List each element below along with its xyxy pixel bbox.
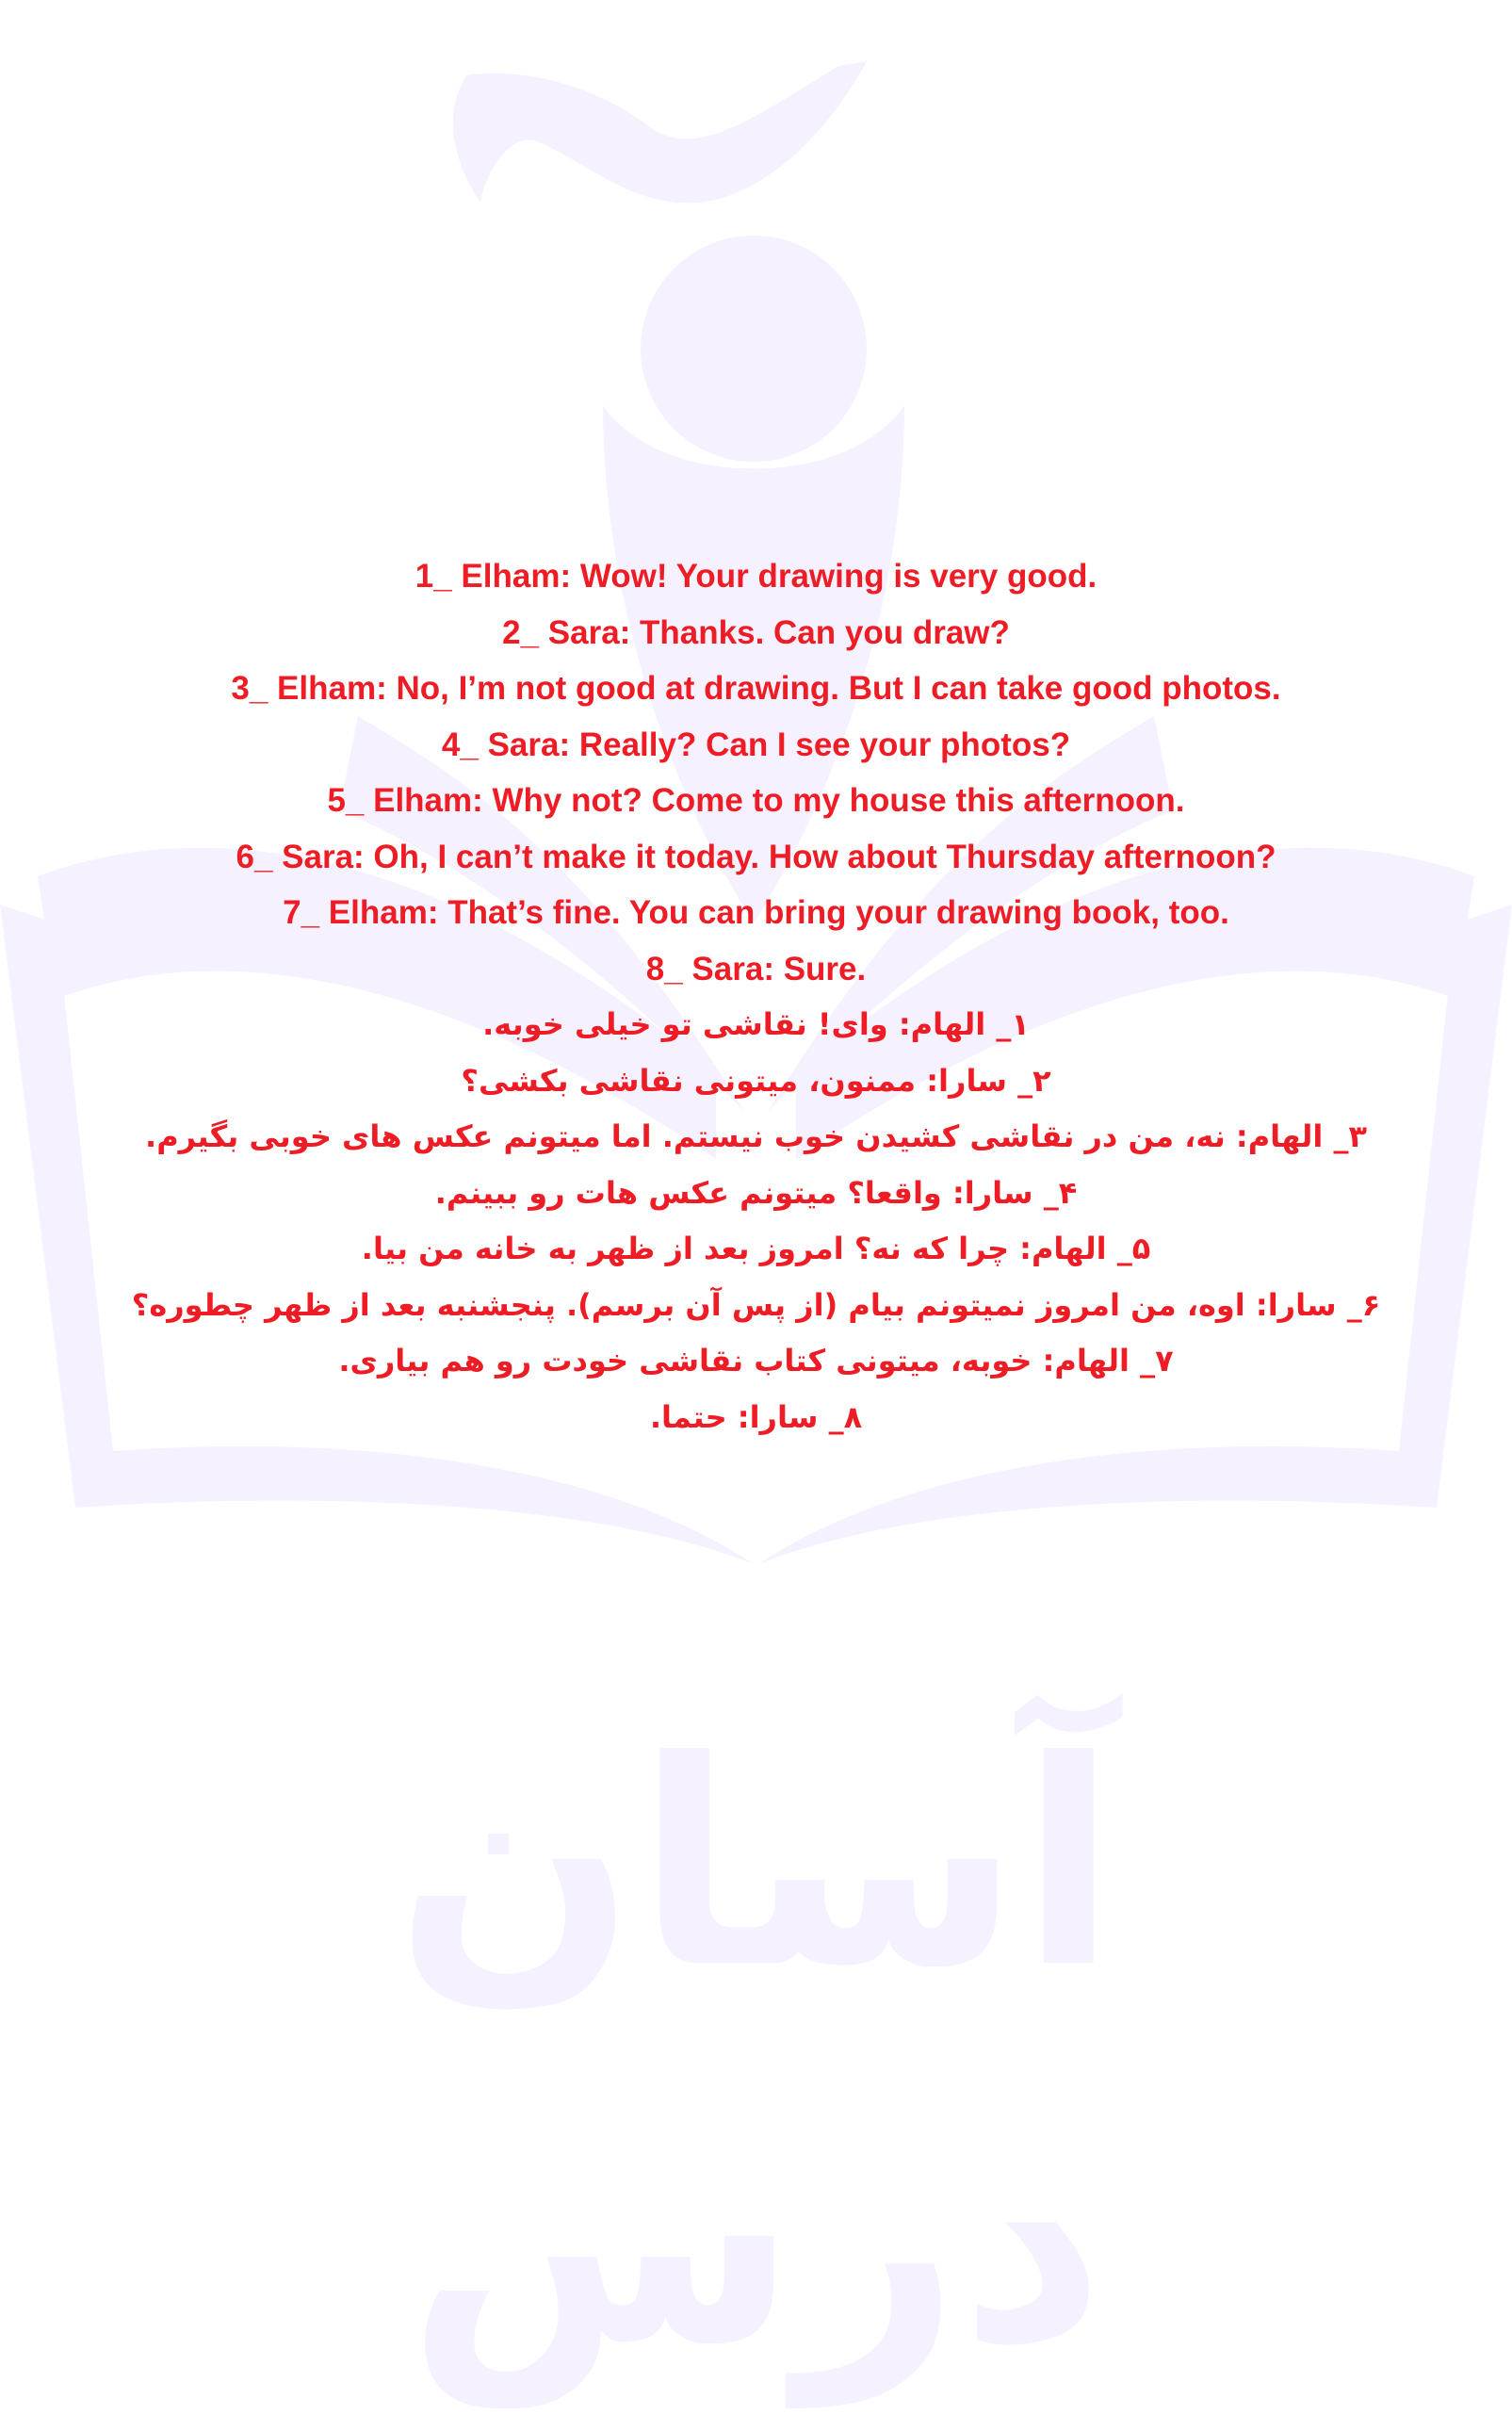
english-line-3: 3_ Elham: No, I’m not good at drawing. But I can take good photos. [231, 670, 1281, 707]
persian-line-7: ۷_ الهام: خوبه، میتونی کتاب نقاشی خودت رو هم بیاری. [338, 1343, 1174, 1379]
persian-line-1: ۱_ الهام: وای! نقاشی تو خیلی خوبه. [482, 1006, 1030, 1042]
persian-line-2: ۲_ سارا: ممنون، میتونی نقاشی بکشی؟ [461, 1062, 1051, 1099]
english-line-5: 5_ Elham: Why not? Come to my house this afternoon. [327, 782, 1185, 819]
english-line-6: 6_ Sara: Oh, I can’t make it today. How about Thursday afternoon? [236, 838, 1276, 875]
persian-line-5: ۵_ الهام: چرا که نه؟ امروز بعد از ظهر به خانه من بیا. [361, 1231, 1151, 1266]
persian-line-3: ۳_ الهام: نه، من در نقاشی کشیدن خوب نیستم. اما میتونم عکس های خوبی بگیرم. [145, 1118, 1367, 1154]
dialogue-block [0, 548, 1512, 1445]
persian-line-4: ۴_ سارا: واقعا؟ میتونم عکس هات رو ببینم. [434, 1174, 1078, 1211]
english-line-2: 2_ Sara: Thanks. Can you draw? [502, 613, 1010, 651]
watermark-text: آسان درس [395, 1701, 1117, 2407]
persian-line-8: ۸_ سارا: حتما. [649, 1398, 863, 1435]
english-line-4: 4_ Sara: Really? Can I see your photos? [441, 726, 1071, 763]
english-line-1: 1_ Elham: Wow! Your drawing is very good. [415, 558, 1097, 595]
persian-line-6: ۶_ سارا: اوه، من امروز نمیتونم بیام (از پس آن برسم). پنجشنبه بعد از ظهر چطوره؟ [131, 1286, 1381, 1323]
english-line-7: 7_ Elham: That’s fine. You can bring your drawing book, too. [283, 894, 1229, 931]
english-line-8: 8_ Sara: Sure. [645, 950, 867, 987]
